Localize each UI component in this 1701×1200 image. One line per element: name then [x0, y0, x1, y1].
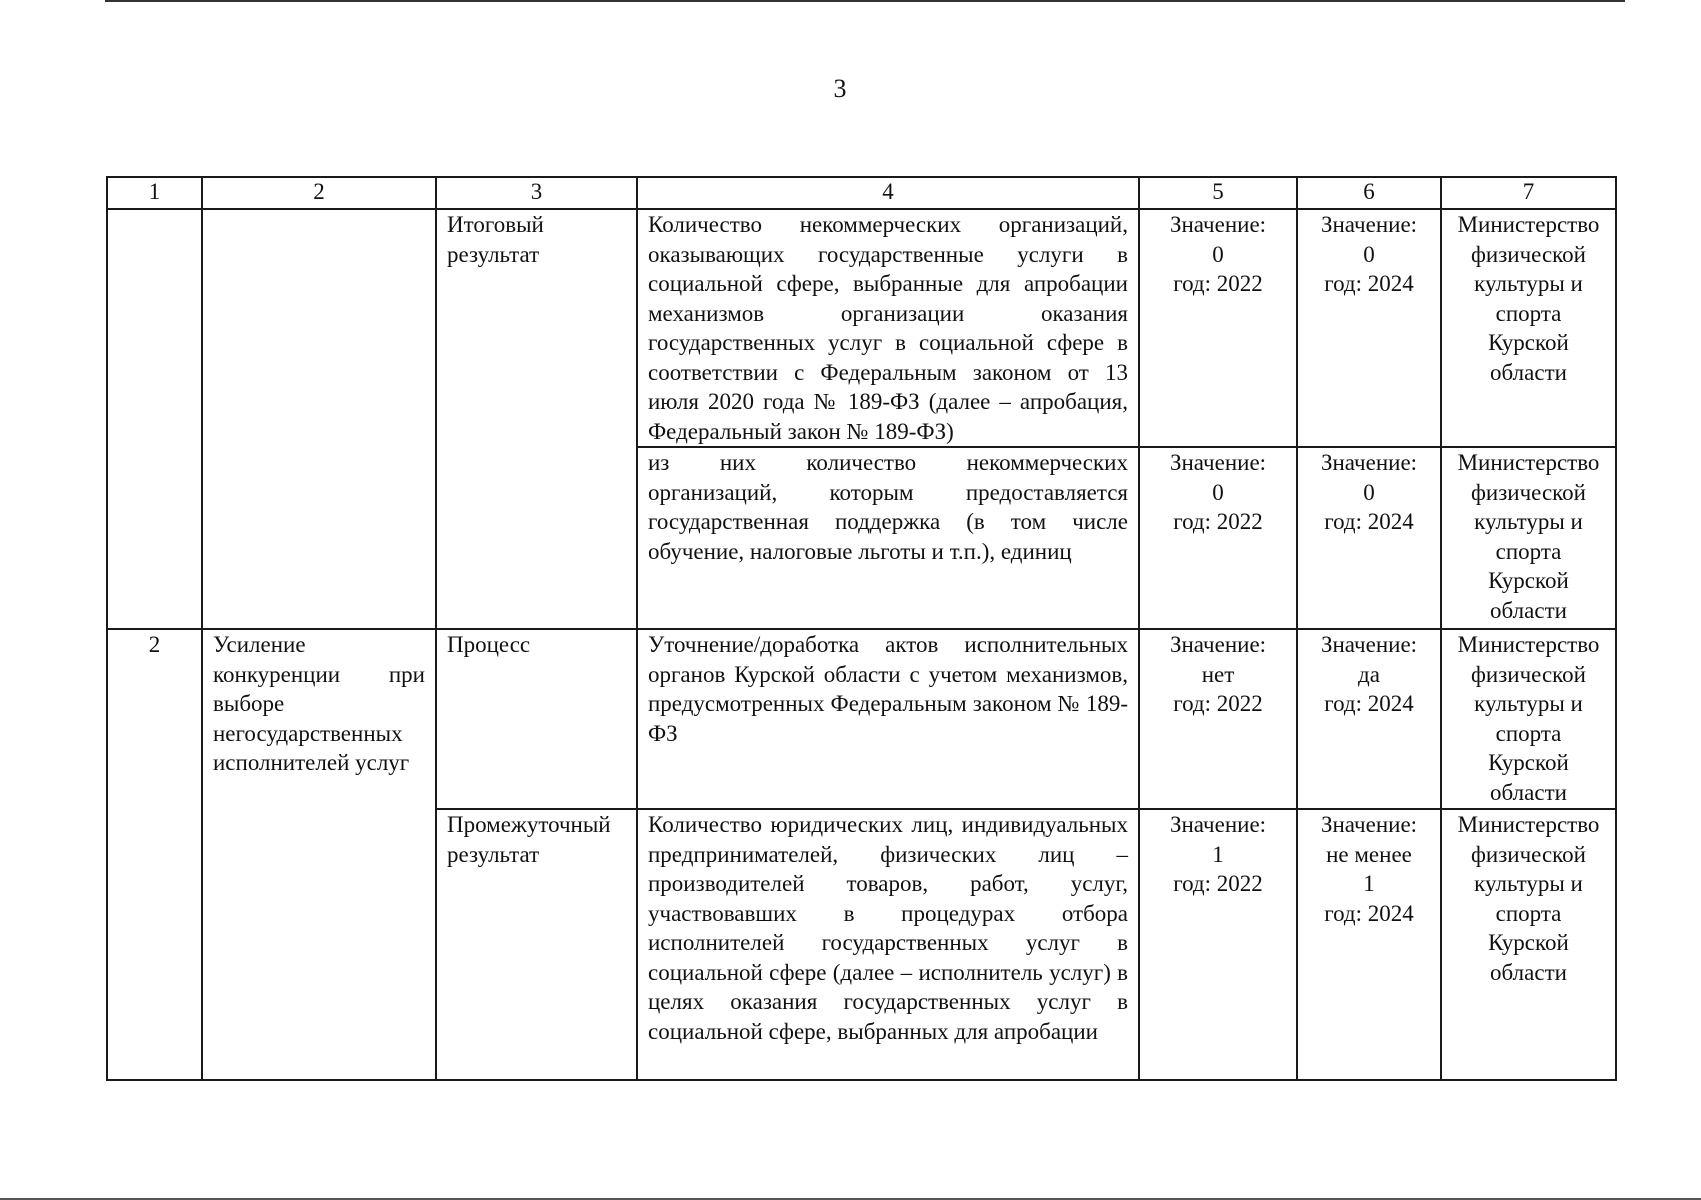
- value-label: Значение:: [1169, 812, 1267, 837]
- responsible-line: Курской: [1488, 330, 1569, 355]
- indicator-cell: из них количество некоммерческих организаций, которым предоставляется государственная поддержка (в том числе обучение, налоговые льготы и т.п.), единиц: [637, 447, 1139, 629]
- base-value-cell: [1139, 447, 1297, 629]
- value-number: 0: [1212, 241, 1224, 267]
- value-label: Значение:: [1320, 632, 1418, 657]
- table-row: [107, 629, 1616, 809]
- value-number: 1: [1212, 841, 1224, 867]
- header-cell: 6: [1297, 177, 1441, 209]
- value-year: год: 2022: [1173, 691, 1263, 716]
- responsible-line: Курской: [1488, 750, 1569, 775]
- value-year: год: 2022: [1173, 509, 1263, 534]
- page-number: 3: [833, 74, 847, 103]
- header-cell: 3: [436, 177, 637, 209]
- value-label: Значение:: [1320, 450, 1418, 475]
- num-cell-empty: [107, 209, 202, 629]
- value-number: 0: [1363, 241, 1375, 267]
- base-value-cell: [1139, 809, 1297, 1080]
- header-cell: 5: [1139, 177, 1297, 209]
- value-year: год: 2024: [1324, 900, 1414, 926]
- responsible-line: спорта: [1495, 538, 1562, 564]
- base-value-cell: [1139, 629, 1297, 809]
- responsible-line: Министерство: [1457, 450, 1600, 475]
- responsible-cell: [1441, 447, 1616, 629]
- value-number: нет: [1201, 661, 1235, 687]
- responsible-line: культуры и: [1474, 691, 1583, 716]
- target-value-cell: [1297, 809, 1441, 1080]
- target-value-cell: [1297, 209, 1441, 447]
- responsible-line: спорта: [1495, 300, 1562, 326]
- value-label: Значение:: [1169, 450, 1267, 475]
- value-number: не менее: [1326, 841, 1412, 867]
- responsible-line: Министерство: [1457, 632, 1600, 657]
- value-label: Значение:: [1320, 212, 1418, 237]
- target-value-cell: [1297, 629, 1441, 809]
- responsible-line: Курской: [1488, 930, 1569, 955]
- value-number: 0: [1212, 479, 1224, 505]
- value-label: Значение:: [1320, 812, 1418, 837]
- header-cell: 4: [637, 177, 1139, 209]
- responsible-line: области: [1490, 597, 1567, 623]
- responsible-line: физической: [1471, 661, 1586, 687]
- responsible-line: физической: [1471, 479, 1586, 505]
- value-number: 0: [1363, 479, 1375, 505]
- task-cell: Усиление конкуренции при выборе негосударственных исполнителей услуг: [202, 629, 436, 1080]
- num-cell: 2: [107, 629, 202, 1080]
- responsible-line: Курской: [1488, 568, 1569, 593]
- responsible-line: области: [1490, 779, 1567, 805]
- indicators-table: [106, 176, 1617, 1081]
- responsible-line: культуры и: [1474, 871, 1583, 896]
- value-year: год: 2022: [1173, 271, 1263, 296]
- indicator-cell: Количество юридических лиц, индивидуальных предпринимателей, физических лиц – производителей товаров, работ, услуг, участвовавших в процедурах отбора исполнителей государственных услуг в социальной сфере (далее – исполнитель услуг) в целях оказания государственных услуг в социальной сфере, выбранных для апробации: [637, 809, 1139, 1080]
- responsible-line: области: [1490, 359, 1567, 385]
- responsible-cell: [1441, 209, 1616, 447]
- result-type-cell: Процесс: [436, 629, 637, 809]
- value-label: Значение:: [1169, 212, 1267, 237]
- task-cell-empty: [202, 209, 436, 629]
- responsible-line: Министерство: [1457, 812, 1600, 837]
- value-number: да: [1358, 661, 1380, 687]
- responsible-line: области: [1490, 959, 1567, 985]
- responsible-line: физической: [1471, 841, 1586, 867]
- top-scan-border: [105, 0, 1625, 2]
- responsible-line: спорта: [1495, 900, 1562, 926]
- value-label: Значение:: [1169, 632, 1267, 657]
- responsible-line: культуры и: [1474, 271, 1583, 296]
- base-value-cell: [1139, 209, 1297, 447]
- header-row: [107, 177, 1616, 209]
- result-type-cell: Промежуточный результат: [436, 809, 637, 1080]
- responsible-cell: [1441, 629, 1616, 809]
- header-cell: 2: [202, 177, 436, 209]
- responsible-line: Министерство: [1457, 212, 1600, 237]
- indicator-cell: Уточнение/доработка актов исполнительных органов Курской области с учетом механизмов, предусмотренных Федеральным законом № 189-ФЗ: [637, 629, 1139, 809]
- responsible-line: культуры и: [1474, 509, 1583, 534]
- result-type-cell: Итоговый результат: [436, 209, 637, 629]
- value-year: год: 2024: [1324, 509, 1414, 534]
- header-cell: 1: [107, 177, 202, 209]
- header-cell: 7: [1441, 177, 1616, 209]
- responsible-cell: [1441, 809, 1616, 1080]
- value-year: год: 2024: [1324, 691, 1414, 716]
- table-row: [107, 209, 1616, 447]
- responsible-line: физической: [1471, 241, 1586, 267]
- value-year: год: 2024: [1324, 271, 1414, 296]
- value-number: 1: [1363, 871, 1375, 896]
- target-value-cell: [1297, 447, 1441, 629]
- value-year: год: 2022: [1173, 871, 1263, 896]
- indicator-cell: Количество некоммерческих организаций, оказывающих государственные услуги в социальной сфере, выбранные для апробации механизмов организации оказания государственных услуг в социальной сфере в соответствии с Федеральным законом от 13 июля 2020 года № 189-ФЗ (далее – апробация, Федеральный закон № 189-ФЗ): [637, 209, 1139, 447]
- responsible-line: спорта: [1495, 720, 1562, 746]
